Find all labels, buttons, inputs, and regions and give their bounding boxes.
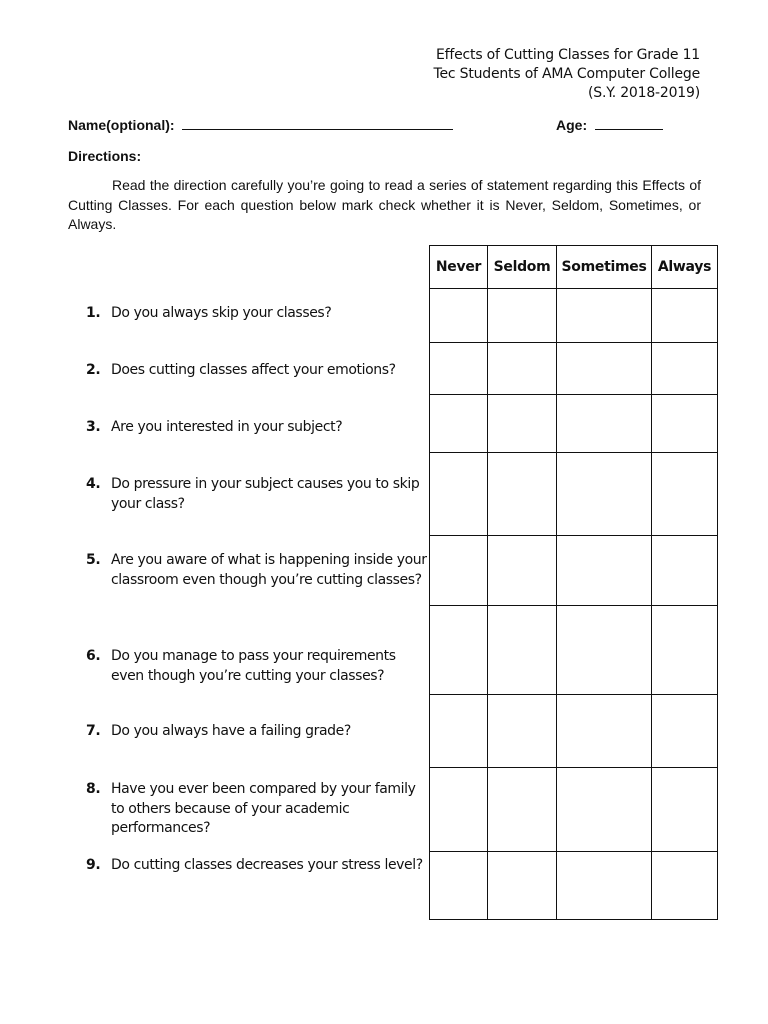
age-blank[interactable]: [595, 117, 663, 130]
document-header: [434, 46, 701, 103]
answer-row: [430, 453, 718, 536]
answer-cell-seldom[interactable]: [488, 289, 557, 343]
answer-cell-never[interactable]: [430, 695, 488, 768]
answer-cell-never[interactable]: [430, 453, 488, 536]
header-title-line-2: Tec Students of AMA Computer College: [433, 66, 700, 82]
answer-cell-seldom[interactable]: [488, 453, 557, 536]
column-header-sometimes: Sometimes: [557, 246, 652, 289]
answer-row: [430, 289, 718, 343]
answer-cell-sometimes[interactable]: [557, 852, 652, 920]
question-text: Do you manage to pass your requirements even though you’re cutting your classes?: [111, 648, 396, 684]
answer-cell-never[interactable]: [430, 343, 488, 395]
question-text: Does cutting classes affect your emotions?: [111, 362, 396, 378]
question-text: Do cutting classes decreases your stress level?: [111, 857, 423, 873]
question-text: Do you always have a failing grade?: [111, 723, 351, 739]
answer-cell-always[interactable]: [652, 606, 718, 695]
answer-cell-sometimes[interactable]: [557, 453, 652, 536]
question-number: 7.: [86, 723, 101, 739]
answer-cell-seldom[interactable]: [488, 395, 557, 453]
answer-cell-sometimes[interactable]: [557, 695, 652, 768]
answer-cell-always[interactable]: [652, 395, 718, 453]
answer-cell-never[interactable]: [430, 606, 488, 695]
question-number: 9.: [86, 857, 101, 873]
header-title-line-1: Effects of Cutting Classes for Grade 11: [436, 47, 700, 63]
question-number: 2.: [86, 362, 101, 378]
answer-cell-sometimes[interactable]: [557, 289, 652, 343]
response-grid: [429, 245, 718, 920]
question-text: Do you always skip your classes?: [111, 305, 332, 321]
answer-cell-always[interactable]: [652, 536, 718, 606]
answer-row: [430, 395, 718, 453]
grid-header-row: [430, 246, 718, 289]
answer-cell-seldom[interactable]: [488, 536, 557, 606]
answer-cell-seldom[interactable]: [488, 343, 557, 395]
age-field: [556, 117, 663, 133]
answer-cell-never[interactable]: [430, 289, 488, 343]
answer-cell-always[interactable]: [652, 453, 718, 536]
header-school-year: (S.Y. 2018-2019): [588, 85, 700, 101]
answer-row: [430, 606, 718, 695]
directions-title: Directions:: [68, 148, 142, 164]
answer-cell-always[interactable]: [652, 768, 718, 852]
answer-cell-seldom[interactable]: [488, 606, 557, 695]
answer-cell-never[interactable]: [430, 768, 488, 852]
column-header-never: Never: [430, 246, 488, 289]
directions-text: Read the direction carefully you’re going to read a series of statement regarding this Effects of Cutting Classes. For each question below mark check whether it is Never, Seldom, Sometimes, or Always.: [68, 177, 701, 232]
answer-row: [430, 768, 718, 852]
answer-cell-sometimes[interactable]: [557, 395, 652, 453]
question-number: 5.: [86, 552, 101, 568]
question-text: Do pressure in your subject causes you to skip your class?: [111, 476, 420, 512]
question-text: Have you ever been compared by your family to others because of your academic performances?: [111, 781, 416, 836]
answer-cell-seldom[interactable]: [488, 768, 557, 852]
answer-row: [430, 852, 718, 920]
answer-cell-sometimes[interactable]: [557, 768, 652, 852]
question-number: 8.: [86, 781, 101, 797]
answer-row: [430, 536, 718, 606]
answer-cell-seldom[interactable]: [488, 852, 557, 920]
answer-cell-sometimes[interactable]: [557, 343, 652, 395]
question-text: Are you interested in your subject?: [111, 419, 343, 435]
name-blank[interactable]: [182, 117, 453, 130]
question-number: 1.: [86, 305, 101, 321]
column-header-seldom: Seldom: [488, 246, 557, 289]
question-number: 6.: [86, 648, 101, 664]
answer-cell-never[interactable]: [430, 852, 488, 920]
answer-cell-always[interactable]: [652, 289, 718, 343]
name-field: [68, 117, 453, 133]
answer-cell-never[interactable]: [430, 395, 488, 453]
age-label: Age:: [556, 117, 588, 133]
name-label: Name(optional):: [68, 117, 175, 133]
question-number: 3.: [86, 419, 101, 435]
answer-cell-seldom[interactable]: [488, 695, 557, 768]
answer-cell-sometimes[interactable]: [557, 536, 652, 606]
answer-cell-always[interactable]: [652, 852, 718, 920]
column-header-always: Always: [652, 246, 718, 289]
answer-row: [430, 695, 718, 768]
question-text: Are you aware of what is happening inside your classroom even though you’re cutting classes?: [111, 552, 427, 588]
question-number: 4.: [86, 476, 101, 492]
answer-cell-never[interactable]: [430, 536, 488, 606]
answer-cell-always[interactable]: [652, 695, 718, 768]
answer-cell-sometimes[interactable]: [557, 606, 652, 695]
answer-cell-always[interactable]: [652, 343, 718, 395]
answer-row: [430, 343, 718, 395]
